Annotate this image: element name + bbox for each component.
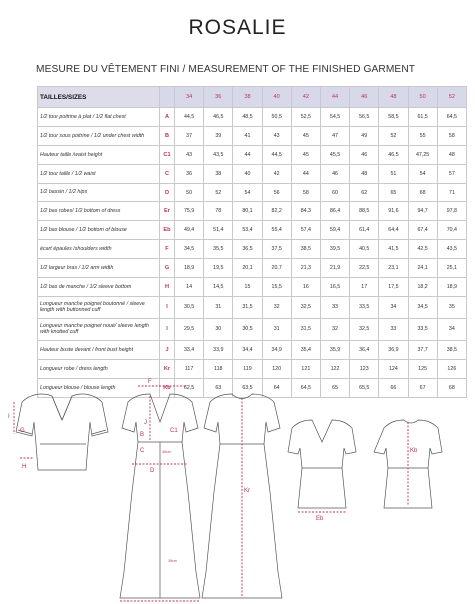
cell-value: 64,5 [437, 108, 466, 127]
row-label: Hauteur taille /waist height [38, 145, 160, 164]
cell-value: 88,5 [350, 202, 379, 221]
cell-value: 78 [204, 202, 233, 221]
cell-value: 36,5 [233, 240, 262, 259]
cell-value: 54,5 [320, 108, 349, 127]
blouse-front-small-sketch [288, 420, 356, 508]
cell-value: 19,5 [204, 259, 233, 278]
cell-value: 65 [320, 378, 349, 397]
cell-value: 35,5 [204, 240, 233, 259]
cell-value: 31,5 [291, 318, 320, 340]
cell-value: 29,5 [175, 318, 204, 340]
cell-value: 67,4 [408, 221, 437, 240]
mark-39cm: 39cm [168, 559, 177, 563]
row-code: J [160, 340, 175, 359]
cell-value: 34,5 [408, 296, 437, 318]
cell-value: 66 [379, 378, 408, 397]
page-subtitle: MESURE DU VÊTEMENT FINI / MEASUREMENT OF THE FINISHED GARMENT [36, 64, 416, 75]
cell-value: 75,9 [175, 202, 204, 221]
cell-value: 17,5 [379, 278, 408, 297]
size-col: 48 [379, 87, 408, 108]
cell-value: 17 [350, 278, 379, 297]
cell-value: 119 [233, 359, 262, 378]
size-col: 52 [437, 87, 466, 108]
cell-value: 32 [320, 318, 349, 340]
row-code: H [160, 278, 175, 297]
cell-value: 65 [379, 183, 408, 202]
row-code: C1 [160, 145, 175, 164]
table-row [38, 145, 467, 164]
cell-value: 118 [204, 359, 233, 378]
cell-value: 121 [291, 359, 320, 378]
cell-value: 37 [175, 126, 204, 145]
table-row [38, 108, 467, 127]
cell-value: 65,5 [350, 378, 379, 397]
cell-value: 52 [379, 126, 408, 145]
row-code: I [160, 296, 175, 318]
cell-value: 30,5 [175, 296, 204, 318]
row-code: D [160, 183, 175, 202]
size-col: 38 [233, 87, 262, 108]
label-f: F [148, 379, 152, 385]
cell-value: 55,4 [262, 221, 291, 240]
cell-value: 91,6 [379, 202, 408, 221]
row-code: A [160, 108, 175, 127]
cell-value: 46,5 [204, 108, 233, 127]
row-code: G [160, 259, 175, 278]
row-label: 1/2 bassin / 1/2 hips [38, 183, 160, 202]
cell-value: 22,5 [350, 259, 379, 278]
row-code: Kb [160, 378, 175, 397]
cell-value: 71 [437, 183, 466, 202]
cell-value: 37,5 [262, 240, 291, 259]
label-i: I [8, 414, 10, 420]
cell-value: 34 [437, 318, 466, 340]
cell-value: 23,1 [379, 259, 408, 278]
garment-sketches [0, 372, 475, 604]
cell-value: 15 [233, 278, 262, 297]
table-row [38, 259, 467, 278]
cell-value: 31 [204, 296, 233, 318]
cell-value: 36,4 [350, 340, 379, 359]
cell-value: 34,9 [262, 340, 291, 359]
cell-value: 33 [320, 296, 349, 318]
cell-value: 39 [204, 126, 233, 145]
cell-value: 14,5 [204, 278, 233, 297]
size-col: 42 [291, 87, 320, 108]
cell-value: 33,5 [408, 318, 437, 340]
row-code: Eb [160, 221, 175, 240]
cell-value: 126 [437, 359, 466, 378]
cell-value: 38 [204, 164, 233, 183]
label-eb: Eb [316, 516, 324, 522]
table-body [38, 108, 467, 398]
cell-value: 49,4 [175, 221, 204, 240]
row-label: 1/2 bas blouse / 1/2 bottom of blouse [38, 221, 160, 240]
cell-value: 63,5 [233, 378, 262, 397]
table-row [38, 221, 467, 240]
cell-value: 62,5 [175, 378, 204, 397]
cell-value: 53,4 [233, 221, 262, 240]
cell-value: 35,9 [320, 340, 349, 359]
row-code: Kr [160, 359, 175, 378]
cell-value: 46,5 [379, 145, 408, 164]
label-c1: C1 [170, 428, 178, 434]
row-label: 1/2 tour sous poitrine / 1/2 under chest width [38, 126, 160, 145]
cell-value: 40,5 [350, 240, 379, 259]
cell-value: 30 [204, 318, 233, 340]
cell-value: 56 [262, 183, 291, 202]
row-label: 1/2 largeur bras / 1/2 arm width [38, 259, 160, 278]
cell-value: 123 [350, 359, 379, 378]
mark-49cm: 49cm [162, 450, 171, 454]
size-col: 40 [262, 87, 291, 108]
cell-value: 80,1 [233, 202, 262, 221]
row-label: 1/2 bas de manche / 1/2 sleeve bottom [38, 278, 160, 297]
brand-title: ROSALIE [188, 16, 287, 39]
code-header [160, 87, 175, 108]
table-row [38, 183, 467, 202]
cell-value: 68 [437, 378, 466, 397]
cell-value: 44 [233, 145, 262, 164]
cell-value: 14 [175, 278, 204, 297]
table-row [38, 278, 467, 297]
cell-value: 36,9 [379, 340, 408, 359]
table-row [38, 296, 467, 318]
cell-value: 59,4 [320, 221, 349, 240]
cell-value: 33,9 [204, 340, 233, 359]
label-h: H [22, 464, 27, 470]
cell-value: 67 [408, 378, 437, 397]
cell-value: 64,5 [291, 378, 320, 397]
cell-value: 50 [175, 183, 204, 202]
table-row [38, 240, 467, 259]
cell-value: 24,1 [408, 259, 437, 278]
cell-value: 25,1 [437, 259, 466, 278]
cell-value: 45 [291, 126, 320, 145]
cell-value: 58 [437, 126, 466, 145]
cell-value: 41 [233, 126, 262, 145]
cell-value: 47,25 [408, 145, 437, 164]
cell-value: 21,3 [291, 259, 320, 278]
cell-value: 64 [262, 378, 291, 397]
label-c: C [140, 448, 145, 454]
cell-value: 57,4 [291, 221, 320, 240]
cell-value: 63 [204, 378, 233, 397]
row-label: écart épaules /shoulders width [38, 240, 160, 259]
cell-value: 43,5 [204, 145, 233, 164]
row-label: Longueur robe / dress length [38, 359, 160, 378]
cell-value: 43 [175, 145, 204, 164]
cell-value: 31,5 [233, 296, 262, 318]
cell-value: 34 [379, 296, 408, 318]
label-b: B [140, 432, 145, 438]
row-code: B [160, 126, 175, 145]
cell-value: 86,4 [320, 202, 349, 221]
cell-value: 21,9 [320, 259, 349, 278]
size-col: 50 [408, 87, 437, 108]
cell-value: 97,8 [437, 202, 466, 221]
table-row [38, 318, 467, 340]
measurement-table [37, 86, 467, 398]
cell-value: 49 [350, 126, 379, 145]
cell-value: 18,9 [437, 278, 466, 297]
cell-value: 52,5 [291, 108, 320, 127]
cell-value: 54 [408, 164, 437, 183]
row-code: I [160, 318, 175, 340]
dress-front-sketch [120, 394, 200, 598]
cell-value: 41,5 [379, 240, 408, 259]
table-row [38, 202, 467, 221]
row-label: 1/2 bas robes/ 1/2 bottom of dress [38, 202, 160, 221]
cell-value: 61,5 [408, 108, 437, 127]
cell-value: 32,5 [291, 296, 320, 318]
cell-value: 39,5 [320, 240, 349, 259]
cell-value: 46 [350, 145, 379, 164]
cell-value: 45 [291, 145, 320, 164]
row-label: Longueur blouse / blouse length [38, 378, 160, 397]
cell-value: 15,5 [262, 278, 291, 297]
cell-value: 46 [320, 164, 349, 183]
cell-value: 33,4 [175, 340, 204, 359]
table-row [38, 164, 467, 183]
cell-value: 44 [291, 164, 320, 183]
cell-value: 70,4 [437, 221, 466, 240]
row-code: F [160, 240, 175, 259]
cell-value: 43 [262, 126, 291, 145]
cell-value: 120 [262, 359, 291, 378]
cell-value: 42,5 [408, 240, 437, 259]
size-col: 46 [350, 87, 379, 108]
cell-value: 56,5 [350, 108, 379, 127]
cell-value: 122 [320, 359, 349, 378]
cell-value: 51 [379, 164, 408, 183]
cell-value: 18,9 [175, 259, 204, 278]
row-code: Er [160, 202, 175, 221]
cell-value: 58,5 [379, 108, 408, 127]
label-kr: Kr [244, 488, 250, 494]
cell-value: 40 [233, 164, 262, 183]
cell-value: 62 [350, 183, 379, 202]
cell-value: 36 [175, 164, 204, 183]
cell-value: 43,5 [437, 240, 466, 259]
cell-value: 54 [233, 183, 262, 202]
cell-value: 60 [320, 183, 349, 202]
cell-value: 48 [437, 145, 466, 164]
row-label: 1/2 tour taille / 1/2 waist [38, 164, 160, 183]
cell-value: 33,5 [350, 296, 379, 318]
cell-value: 18,2 [408, 278, 437, 297]
cell-value: 48 [350, 164, 379, 183]
cell-value: 30,5 [233, 318, 262, 340]
cell-value: 51,4 [204, 221, 233, 240]
cell-value: 33 [379, 318, 408, 340]
cell-value: 94,7 [408, 202, 437, 221]
cell-value: 55 [408, 126, 437, 145]
cell-value: 82,2 [262, 202, 291, 221]
cell-value: 84,3 [291, 202, 320, 221]
cell-value: 16 [291, 278, 320, 297]
label-kb: Kb [410, 448, 418, 454]
row-code: C [160, 164, 175, 183]
cell-value: 47 [320, 126, 349, 145]
cell-value: 50,5 [262, 108, 291, 127]
cell-value: 32 [262, 296, 291, 318]
cell-value: 124 [379, 359, 408, 378]
label-g: G [20, 428, 25, 434]
table-header-row [38, 87, 467, 108]
cell-value: 20,7 [262, 259, 291, 278]
cell-value: 31 [262, 318, 291, 340]
cell-value: 44,5 [175, 108, 204, 127]
cell-value: 58 [291, 183, 320, 202]
sizes-header: TAILLES/SIZES [38, 87, 160, 108]
cell-value: 20,1 [233, 259, 262, 278]
cell-value: 37,7 [408, 340, 437, 359]
cell-value: 61,4 [350, 221, 379, 240]
label-j: J [144, 420, 147, 426]
cell-value: 32,5 [350, 318, 379, 340]
cell-value: 52 [204, 183, 233, 202]
row-label: Hauteur buste devant / front bust height [38, 340, 160, 359]
cell-value: 34,4 [233, 340, 262, 359]
cell-value: 44,5 [262, 145, 291, 164]
cell-value: 125 [408, 359, 437, 378]
table-row [38, 340, 467, 359]
size-col: 34 [175, 87, 204, 108]
cell-value: 42 [262, 164, 291, 183]
cell-value: 34,5 [175, 240, 204, 259]
row-label: 1/2 tour poitrine à plat / 1/2 flat chest [38, 108, 160, 127]
blouse-front-sketch [16, 394, 108, 470]
cell-value: 64,4 [379, 221, 408, 240]
size-col: 44 [320, 87, 349, 108]
cell-value: 16,5 [320, 278, 349, 297]
size-col: 36 [204, 87, 233, 108]
label-d: D [150, 468, 155, 474]
cell-value: 48,5 [233, 108, 262, 127]
cell-value: 57 [437, 164, 466, 183]
cell-value: 35 [437, 296, 466, 318]
row-label: Longueur manche poignet boutonné / sleeve length with buttonned cuff [38, 296, 160, 318]
cell-value: 117 [175, 359, 204, 378]
cell-value: 68 [408, 183, 437, 202]
cell-value: 38,5 [291, 240, 320, 259]
row-label: Longueur manche poignet noué/ sleeve length with knotted cuff [38, 318, 160, 340]
table-row [38, 126, 467, 145]
cell-value: 38,5 [437, 340, 466, 359]
cell-value: 45,5 [320, 145, 349, 164]
cell-value: 35,4 [291, 340, 320, 359]
